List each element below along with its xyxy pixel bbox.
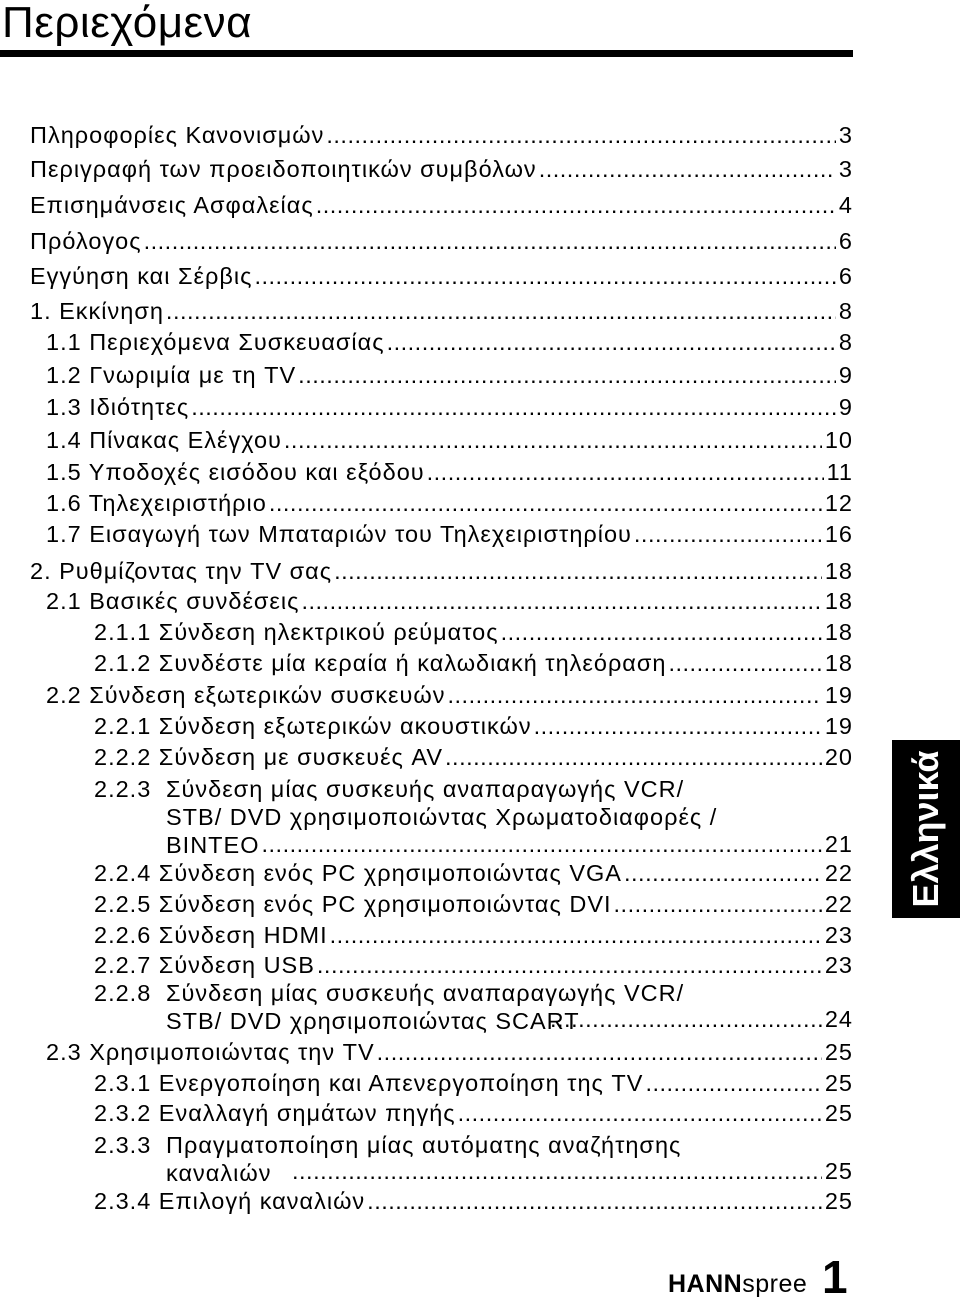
dot-leader <box>326 120 836 150</box>
toc-entry-title: 1.2 Γνωριμία με τη TV <box>46 362 297 388</box>
toc-entry-title-block <box>94 775 853 859</box>
dot-leader <box>501 617 822 647</box>
brand-logo-light: spree <box>742 1270 808 1298</box>
toc-entry-title: 2.2.4 Σύνδεση ενός PC χρησιμοποιώντας VGA <box>94 860 622 886</box>
toc-entry-page: 23 <box>824 952 853 978</box>
dot-leader <box>534 711 822 741</box>
dot-leader <box>539 154 836 184</box>
toc-entry-page: 10 <box>824 427 853 453</box>
toc-entry-page: 4 <box>838 192 853 218</box>
dot-leader <box>284 425 822 455</box>
toc-entry[interactable] <box>94 648 853 678</box>
toc-entry-title: 2.2.7 Σύνδεση USB <box>94 952 315 978</box>
toc-entry-page: 18 <box>824 650 853 676</box>
dot-leader <box>330 920 822 950</box>
language-side-tab <box>892 740 960 918</box>
toc-entry-page: 25 <box>824 1158 853 1184</box>
toc-entry-title: Πραγματοποίηση μίας αυτόματης αναζήτησης καναλιών <box>166 1132 682 1186</box>
dot-leader <box>634 519 822 549</box>
dot-leader <box>301 586 821 616</box>
page-title: Περιεχόμενα <box>2 0 253 47</box>
toc-entry[interactable] <box>30 296 853 326</box>
toc-entry[interactable] <box>30 556 853 586</box>
toc-entry-title: 2.2 Σύνδεση εξωτερικών συσκευών <box>46 682 446 708</box>
toc-entry-title: 2. Ρυθμίζοντας την TV σας <box>30 558 333 584</box>
dot-leader <box>614 889 822 919</box>
toc-entry-page: 19 <box>824 682 853 708</box>
toc-entry-page: 25 <box>824 1100 853 1126</box>
toc-entry-title: Σύνδεση μίας συσκευής αναπαραγωγής VCR/ STB/ DVD χρησιμοποιώντας Χρωματοδιαφορές / ΒΙΝΤΕΟ <box>166 776 718 858</box>
toc-entry-title: 2.2.2 Σύνδεση με συσκευές AV <box>94 744 444 770</box>
toc-entry[interactable] <box>46 519 853 549</box>
toc-entry-number: 2.2.8 <box>94 980 152 1006</box>
toc-entry-title: 2.1.2 Συνδέστε μία κεραία ή καλωδιακή τηλεόραση <box>94 650 667 676</box>
dot-leader <box>387 327 836 357</box>
dot-leader <box>316 190 836 220</box>
toc-entry-title: 2.2.5 Σύνδεση ενός PC χρησιμοποιώντας DVI <box>94 891 612 917</box>
toc-entry[interactable] <box>94 889 853 919</box>
toc-entry[interactable] <box>94 1129 853 1187</box>
dot-leader <box>458 1098 822 1128</box>
toc-entry-page: 6 <box>838 263 853 289</box>
toc-entry-page: 3 <box>838 156 853 182</box>
toc-entry-page: 21 <box>824 831 853 857</box>
toc-entry-page: 6 <box>838 228 853 254</box>
toc-entry[interactable] <box>46 586 853 616</box>
toc-entry-title: 2.3.2 Εναλλαγή σημάτων πηγής <box>94 1100 456 1126</box>
toc-entry-title: 1.1 Περιεχόμενα Συσκευασίας <box>46 329 385 355</box>
toc-entry[interactable] <box>46 680 853 710</box>
dot-leader <box>254 261 835 291</box>
toc-entry-page: 25 <box>824 1039 853 1065</box>
toc-entry-title: Πληροφορίες Κανονισμών <box>30 122 325 148</box>
brand-logo <box>668 1270 807 1299</box>
toc-entry[interactable] <box>94 1068 853 1098</box>
toc-entry-title: 2.2.1 Σύνδεση εξωτερικών ακουστικών <box>94 713 532 739</box>
language-label: Ελληνικά <box>905 750 946 908</box>
toc-entry-page: 23 <box>824 922 853 948</box>
toc-entry[interactable] <box>46 360 853 390</box>
toc-entry[interactable] <box>46 1037 853 1067</box>
dot-leader <box>668 648 821 678</box>
toc-entry[interactable] <box>30 226 853 256</box>
toc-entry[interactable] <box>46 425 853 455</box>
dot-leader <box>447 680 821 710</box>
toc-entry-page: 24 <box>824 1006 853 1032</box>
dot-leader <box>166 296 836 326</box>
toc-entry-page: 16 <box>824 521 853 547</box>
dot-leader <box>445 742 822 772</box>
toc-entry-page: 18 <box>824 588 853 614</box>
toc-entry-page: 25 <box>824 1070 853 1096</box>
toc-entry[interactable] <box>30 190 853 220</box>
toc-entry[interactable] <box>94 742 853 772</box>
dot-leader <box>645 1068 821 1098</box>
toc-entry-number: 2.2.3 <box>94 776 152 802</box>
toc-entry[interactable] <box>94 977 853 1035</box>
toc-entry-page: 8 <box>838 298 853 324</box>
toc-entry[interactable] <box>94 950 853 980</box>
toc-entry-title: 2.2.6 Σύνδεση HDMI <box>94 922 328 948</box>
toc-entry-title: 1. Εκκίνηση <box>30 298 164 324</box>
toc-entry[interactable] <box>46 488 853 518</box>
toc-entry-page: 22 <box>824 860 853 886</box>
toc-entry[interactable] <box>46 392 853 422</box>
toc-entry-title: Περιγραφή των προειδοποιητικών συμβόλων <box>30 156 537 182</box>
toc-entry-page: 18 <box>824 558 853 584</box>
toc-entry-title: Πρόλογος <box>30 228 142 254</box>
dot-leader <box>317 950 822 980</box>
toc-entry-page: 25 <box>824 1188 853 1214</box>
toc-entry-title: 2.1.1 Σύνδεση ηλεκτρικού ρεύματος <box>94 619 499 645</box>
dot-leader <box>334 556 822 586</box>
toc-entry-title-block <box>94 1131 853 1187</box>
dot-leader <box>269 488 822 518</box>
toc-entry-title: 1.3 Ιδιότητες <box>46 394 190 420</box>
toc-entry[interactable] <box>94 773 853 859</box>
toc-entry-page: 18 <box>824 619 853 645</box>
toc-entry[interactable] <box>30 261 853 291</box>
toc-entry-title: 1.6 Τηλεχειριστήριο <box>46 490 267 516</box>
toc-entry[interactable] <box>46 327 853 357</box>
toc-entry-page: 19 <box>824 713 853 739</box>
dot-leader <box>427 457 824 487</box>
dot-leader <box>624 858 822 888</box>
toc-entry-page: 9 <box>838 362 853 388</box>
toc-entry[interactable] <box>46 457 853 487</box>
toc-entry-number: 2.3.3 <box>94 1132 152 1158</box>
toc-entry-title: Επισημάνσεις Ασφαλείας <box>30 192 314 218</box>
toc-entry[interactable] <box>94 920 853 950</box>
toc-entry[interactable] <box>94 1098 853 1128</box>
toc-entry-page: 22 <box>824 891 853 917</box>
toc-entry-page: 11 <box>826 459 853 485</box>
brand-logo-bold: HANN <box>668 1270 743 1298</box>
toc-entry-title: 2.3.1 Ενεργοποίηση και Απενεργοποίηση της TV <box>94 1070 644 1096</box>
toc-entry-title-block <box>94 979 853 1035</box>
toc-entry-title: 1.5 Υποδοχές εισόδου και εξόδου <box>46 459 425 485</box>
toc-entry[interactable] <box>30 154 853 184</box>
toc-entry-page: 12 <box>824 490 853 516</box>
dot-leader <box>298 360 836 390</box>
toc-entry[interactable] <box>94 617 853 647</box>
toc-entry-title: 2.3 Χρησιμοποιώντας την TV <box>46 1039 375 1065</box>
toc-entry-title: 1.7 Εισαγωγή των Μπαταριών του Τηλεχειριστηρίου <box>46 521 632 547</box>
dot-leader <box>144 226 836 256</box>
dot-leader <box>377 1037 822 1067</box>
toc-entry-title: 2.1 Βασικές συνδέσεις <box>46 588 300 614</box>
toc-entry-page: 20 <box>824 744 853 770</box>
toc-entry[interactable] <box>30 120 853 150</box>
page-number: 1 <box>822 1251 848 1303</box>
toc-entry[interactable] <box>94 858 853 888</box>
toc-entry-title: 1.4 Πίνακας Ελέγχου <box>46 427 282 453</box>
dot-leader <box>367 1186 822 1216</box>
toc-entry-title: Εγγύηση και Σέρβις <box>30 263 253 289</box>
toc-entry[interactable] <box>94 1186 853 1216</box>
toc-entry-title: Σύνδεση μίας συσκευής αναπαραγωγής VCR/ STB/ DVD χρησιμοποιώντας SCART <box>166 980 685 1034</box>
toc-entry-title: 2.3.4 Επιλογή καναλιών <box>94 1188 366 1214</box>
toc-entry-page: 8 <box>838 329 853 355</box>
toc-entry-page: 9 <box>838 394 853 420</box>
toc-entry-page: 3 <box>838 122 853 148</box>
dot-leader <box>191 392 836 422</box>
toc-entry[interactable] <box>94 711 853 741</box>
